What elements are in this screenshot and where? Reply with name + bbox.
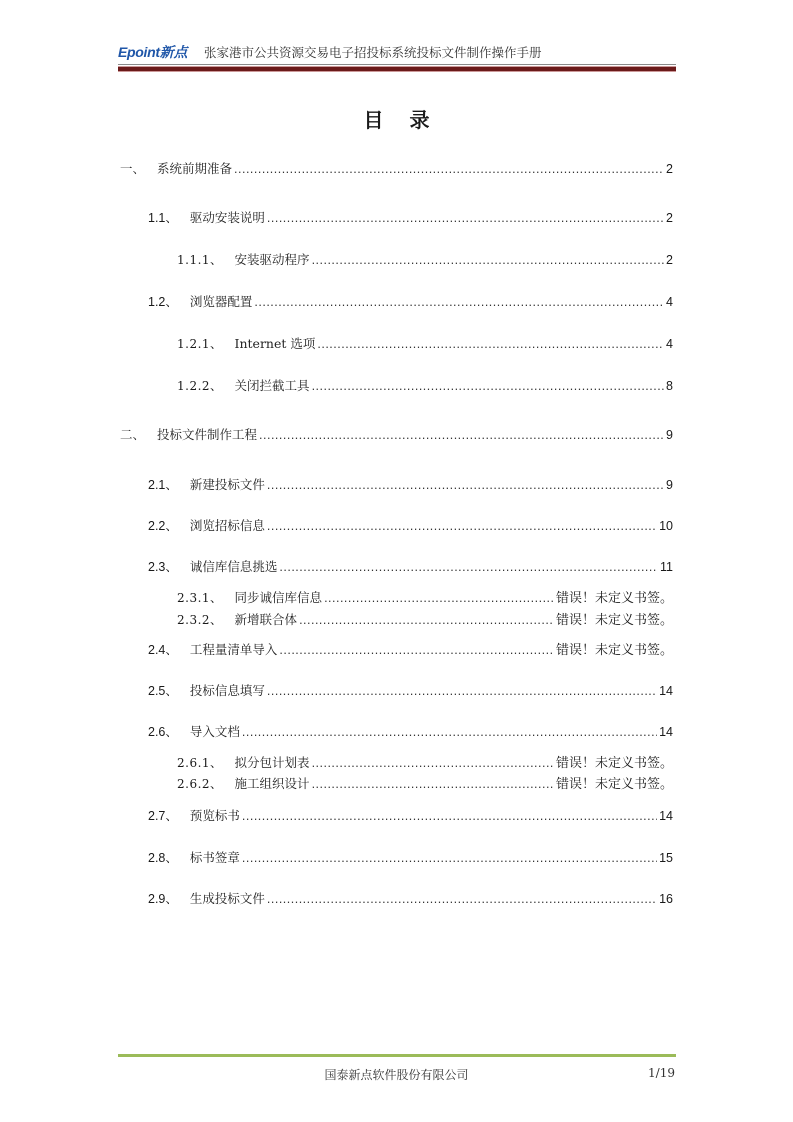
toc-leader bbox=[242, 809, 657, 823]
toc-page: 10 bbox=[659, 519, 673, 533]
page-number: 1/19 bbox=[648, 1066, 675, 1080]
epoint-logo: Epoint新点 bbox=[118, 44, 188, 60]
toc-number: 2.6.2、 bbox=[177, 777, 223, 791]
toc-entry[interactable] bbox=[120, 587, 673, 605]
toc-number: 1.2.1、 bbox=[177, 337, 223, 351]
toc-leader bbox=[234, 162, 664, 176]
toc-number: 1.1、 bbox=[148, 211, 178, 225]
toc-number: 2.1、 bbox=[148, 478, 178, 492]
toc-heading: 目录 bbox=[363, 108, 456, 132]
toc-label: 驱动安装说明 bbox=[189, 210, 265, 225]
toc-leader bbox=[267, 478, 664, 492]
toc-label: 浏览招标信息 bbox=[189, 518, 265, 533]
toc-number: 2.7、 bbox=[148, 809, 178, 823]
toc-label: 预览标书 bbox=[189, 808, 240, 823]
toc-leader bbox=[254, 295, 664, 309]
toc-label: 投标文件制作工程 bbox=[157, 427, 258, 442]
toc-page: 14 bbox=[659, 809, 673, 823]
toc-label: 浏览器配置 bbox=[189, 294, 253, 309]
toc-entry[interactable] bbox=[120, 159, 673, 177]
toc-number: 2.3.2、 bbox=[177, 613, 223, 627]
toc-number: 二、 bbox=[120, 427, 146, 442]
toc-page: 错误！未定义书签。 bbox=[555, 591, 673, 606]
toc-label: 施工组织设计 bbox=[234, 776, 310, 791]
toc-leader bbox=[259, 428, 664, 442]
toc-number: 1.2、 bbox=[148, 295, 178, 309]
toc-page: 错误！未定义书签。 bbox=[555, 613, 673, 628]
toc-page: 9 bbox=[666, 478, 673, 492]
toc-page: 9 bbox=[666, 428, 673, 442]
toc-label: 工程量清单导入 bbox=[189, 642, 278, 657]
toc-label: 新建投标文件 bbox=[189, 477, 265, 492]
toc-leader bbox=[299, 613, 554, 627]
toc-page: 错误！未定义书签。 bbox=[555, 777, 673, 792]
toc-number: 2.8、 bbox=[148, 851, 178, 865]
toc-entry[interactable] bbox=[120, 639, 673, 657]
toc-leader bbox=[242, 851, 657, 865]
toc-entry[interactable] bbox=[120, 609, 673, 627]
toc-number: 1.2.2、 bbox=[177, 379, 223, 393]
toc-page: 2 bbox=[666, 211, 673, 225]
toc-label: 拟分包计划表 bbox=[234, 755, 310, 770]
toc-label: 投标信息填写 bbox=[189, 683, 265, 698]
toc-entry[interactable] bbox=[120, 250, 673, 268]
toc-label: 安装驱动程序 bbox=[234, 252, 310, 267]
toc-label: 标书签章 bbox=[189, 850, 240, 865]
toc-entry[interactable] bbox=[120, 208, 673, 226]
toc-leader bbox=[312, 777, 554, 791]
toc-entry[interactable] bbox=[120, 722, 673, 740]
toc-entry[interactable] bbox=[120, 848, 673, 866]
toc-page: 4 bbox=[666, 337, 673, 351]
toc-label: 诚信库信息挑选 bbox=[189, 559, 278, 574]
toc-label: 新增联合体 bbox=[234, 612, 298, 627]
toc-page: 14 bbox=[659, 725, 673, 739]
header-divider bbox=[118, 66, 676, 72]
toc-page: 2 bbox=[666, 162, 673, 176]
document-title: 张家港市公共资源交易电子招投标系统投标文件制作操作手册 bbox=[204, 45, 542, 60]
footer-divider bbox=[118, 1054, 676, 1057]
toc-leader bbox=[242, 725, 657, 739]
toc-label: 同步诚信库信息 bbox=[234, 590, 323, 605]
toc-page: 11 bbox=[660, 560, 673, 574]
toc-page: 错误！未定义书签。 bbox=[555, 643, 673, 658]
toc-label: 系统前期准备 bbox=[157, 161, 233, 176]
toc-leader bbox=[267, 892, 657, 906]
toc-entry[interactable] bbox=[120, 773, 673, 791]
toc-entry[interactable] bbox=[120, 889, 673, 907]
toc-label: 关闭拦截工具 bbox=[234, 378, 310, 393]
toc-entry[interactable] bbox=[120, 292, 673, 310]
toc-number: 2.4、 bbox=[148, 643, 178, 657]
toc-entry[interactable] bbox=[120, 334, 673, 352]
toc-entry[interactable] bbox=[120, 752, 673, 770]
toc-leader bbox=[267, 519, 657, 533]
toc-leader bbox=[312, 253, 664, 267]
toc-page: 2 bbox=[666, 253, 673, 267]
toc-leader bbox=[324, 591, 554, 605]
toc-number: 2.6.1、 bbox=[177, 756, 223, 770]
header-divider-thin bbox=[118, 64, 676, 65]
toc-page: 4 bbox=[666, 295, 673, 309]
toc-leader bbox=[267, 211, 664, 225]
toc-page: 14 bbox=[659, 684, 673, 698]
toc-number: 2.5、 bbox=[148, 684, 178, 698]
toc-leader bbox=[279, 560, 658, 574]
toc-leader bbox=[279, 643, 554, 657]
toc-number: 2.3、 bbox=[148, 560, 178, 574]
toc-page: 16 bbox=[659, 892, 673, 906]
toc-number: 2.3.1、 bbox=[177, 591, 223, 605]
footer-company: 国泰新点软件股份有限公司 bbox=[324, 1068, 469, 1082]
toc-label: Internet 选项 bbox=[234, 336, 316, 351]
toc-number: 2.2、 bbox=[148, 519, 178, 533]
toc-leader bbox=[267, 684, 657, 698]
toc-entry[interactable] bbox=[120, 425, 673, 443]
toc-number: 2.9、 bbox=[148, 892, 178, 906]
toc-number: 一、 bbox=[120, 161, 146, 176]
toc-entry[interactable] bbox=[120, 681, 673, 699]
toc-page: 15 bbox=[659, 851, 673, 865]
toc-page: 8 bbox=[666, 379, 673, 393]
toc-leader bbox=[317, 337, 664, 351]
toc-entry[interactable] bbox=[120, 475, 673, 493]
page-header bbox=[118, 40, 676, 70]
toc-leader bbox=[312, 379, 664, 393]
toc-entry[interactable] bbox=[120, 516, 673, 534]
toc-number: 1.1.1、 bbox=[177, 253, 223, 267]
toc-page: 错误！未定义书签。 bbox=[555, 756, 673, 771]
toc-leader bbox=[312, 756, 554, 770]
toc-label: 导入文档 bbox=[189, 724, 240, 739]
toc-entry[interactable] bbox=[120, 376, 673, 394]
toc-number: 2.6、 bbox=[148, 725, 178, 739]
toc-entry[interactable] bbox=[120, 806, 673, 824]
toc-label: 生成投标文件 bbox=[189, 891, 265, 906]
toc-entry[interactable] bbox=[120, 557, 673, 575]
